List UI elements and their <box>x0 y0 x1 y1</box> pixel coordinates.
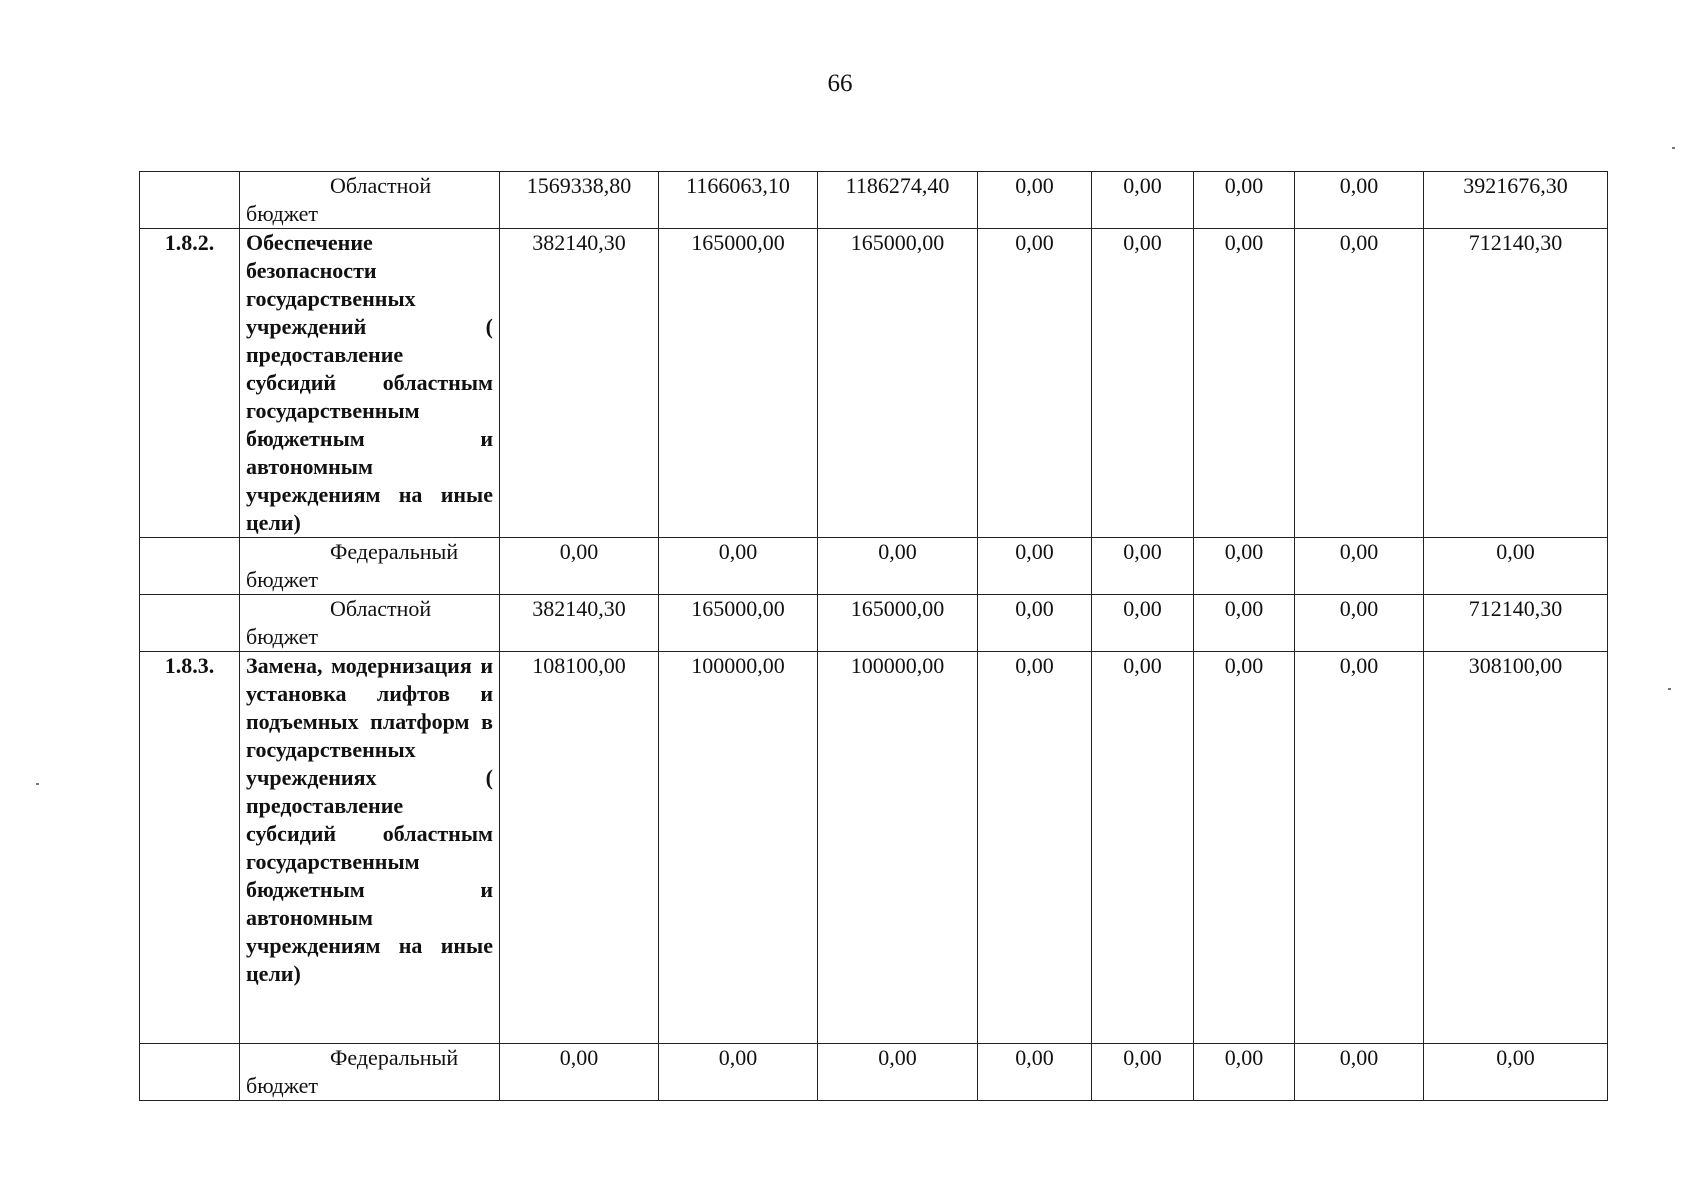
total-cell: 3921676,30 <box>1424 172 1608 229</box>
value-cell: 0,00 <box>659 1044 818 1101</box>
table-row <box>140 229 1608 538</box>
value-cell: 0,00 <box>1194 172 1295 229</box>
value-cell: 0,00 <box>1295 652 1424 1044</box>
measure-description: Обеспечение безопасности государственных учреждений ( предоставление субсидий областным государственным бюджетным и автономным учреждениям на иные цели) <box>240 229 500 538</box>
scan-speck <box>1672 147 1675 149</box>
value-cell: 0,00 <box>1092 172 1194 229</box>
value-cell: 0,00 <box>978 595 1092 652</box>
value-cell: 100000,00 <box>659 652 818 1044</box>
value-cell: 0,00 <box>1295 172 1424 229</box>
funding-source-line2: бюджет <box>246 624 318 649</box>
table-row <box>140 1044 1608 1101</box>
value-cell: 0,00 <box>1092 1044 1194 1101</box>
budget-table <box>139 171 1608 1101</box>
value-cell: 0,00 <box>500 538 659 595</box>
table-row <box>140 172 1608 229</box>
total-cell: 712140,30 <box>1424 229 1608 538</box>
measure-description: Замена, модернизация и установка лифтов и подъемных платформ в государственных учреждениях ( предоставление субсидий областным государственным бюджетным и автономным учреждениям на иные цели) <box>240 652 500 1044</box>
value-cell: 0,00 <box>978 229 1092 538</box>
value-cell: 0,00 <box>1194 595 1295 652</box>
row-number <box>140 1044 240 1101</box>
total-cell: 0,00 <box>1424 1044 1608 1101</box>
total-cell: 0,00 <box>1424 538 1608 595</box>
funding-source <box>240 172 500 229</box>
row-number <box>140 595 240 652</box>
value-cell: 165000,00 <box>659 595 818 652</box>
page-number: 66 <box>827 70 853 97</box>
value-cell: 0,00 <box>1295 229 1424 538</box>
funding-source-line1: Областной <box>330 173 432 198</box>
total-cell: 308100,00 <box>1424 652 1608 1044</box>
value-cell: 108100,00 <box>500 652 659 1044</box>
value-cell: 0,00 <box>1295 595 1424 652</box>
funding-source-line1: Федеральный <box>330 539 459 564</box>
total-cell: 712140,30 <box>1424 595 1608 652</box>
value-cell: 0,00 <box>1092 652 1194 1044</box>
row-number <box>140 538 240 595</box>
table-row <box>140 595 1608 652</box>
value-cell: 0,00 <box>1295 1044 1424 1101</box>
value-cell: 0,00 <box>978 1044 1092 1101</box>
row-number: 1.8.2. <box>140 229 240 538</box>
value-cell: 0,00 <box>818 538 978 595</box>
funding-source-line2: бюджет <box>246 1073 318 1098</box>
funding-source-line1: Федеральный <box>330 1045 459 1070</box>
funding-source-line2: бюджет <box>246 201 318 226</box>
value-cell: 0,00 <box>1295 538 1424 595</box>
funding-source <box>240 1044 500 1101</box>
value-cell: 1166063,10 <box>659 172 818 229</box>
row-number <box>140 172 240 229</box>
value-cell: 382140,30 <box>500 595 659 652</box>
value-cell: 100000,00 <box>818 652 978 1044</box>
funding-source-line2: бюджет <box>246 567 318 592</box>
value-cell: 0,00 <box>1194 1044 1295 1101</box>
funding-source-line1: Областной <box>330 596 432 621</box>
value-cell: 0,00 <box>978 538 1092 595</box>
value-cell: 165000,00 <box>659 229 818 538</box>
value-cell: 0,00 <box>659 538 818 595</box>
value-cell: 0,00 <box>1194 538 1295 595</box>
value-cell: 0,00 <box>1092 538 1194 595</box>
value-cell: 382140,30 <box>500 229 659 538</box>
value-cell: 0,00 <box>1194 652 1295 1044</box>
value-cell: 165000,00 <box>818 595 978 652</box>
value-cell: 0,00 <box>500 1044 659 1101</box>
row-number: 1.8.3. <box>140 652 240 1044</box>
funding-source <box>240 538 500 595</box>
table-row <box>140 652 1608 1044</box>
funding-source <box>240 595 500 652</box>
value-cell: 1186274,40 <box>818 172 978 229</box>
value-cell: 0,00 <box>978 652 1092 1044</box>
value-cell: 0,00 <box>1092 595 1194 652</box>
scan-speck <box>36 783 39 785</box>
table-row <box>140 538 1608 595</box>
value-cell: 0,00 <box>978 172 1092 229</box>
scan-speck <box>1668 688 1671 690</box>
value-cell: 0,00 <box>1194 229 1295 538</box>
value-cell: 165000,00 <box>818 229 978 538</box>
value-cell: 1569338,80 <box>500 172 659 229</box>
value-cell: 0,00 <box>818 1044 978 1101</box>
value-cell: 0,00 <box>1092 229 1194 538</box>
